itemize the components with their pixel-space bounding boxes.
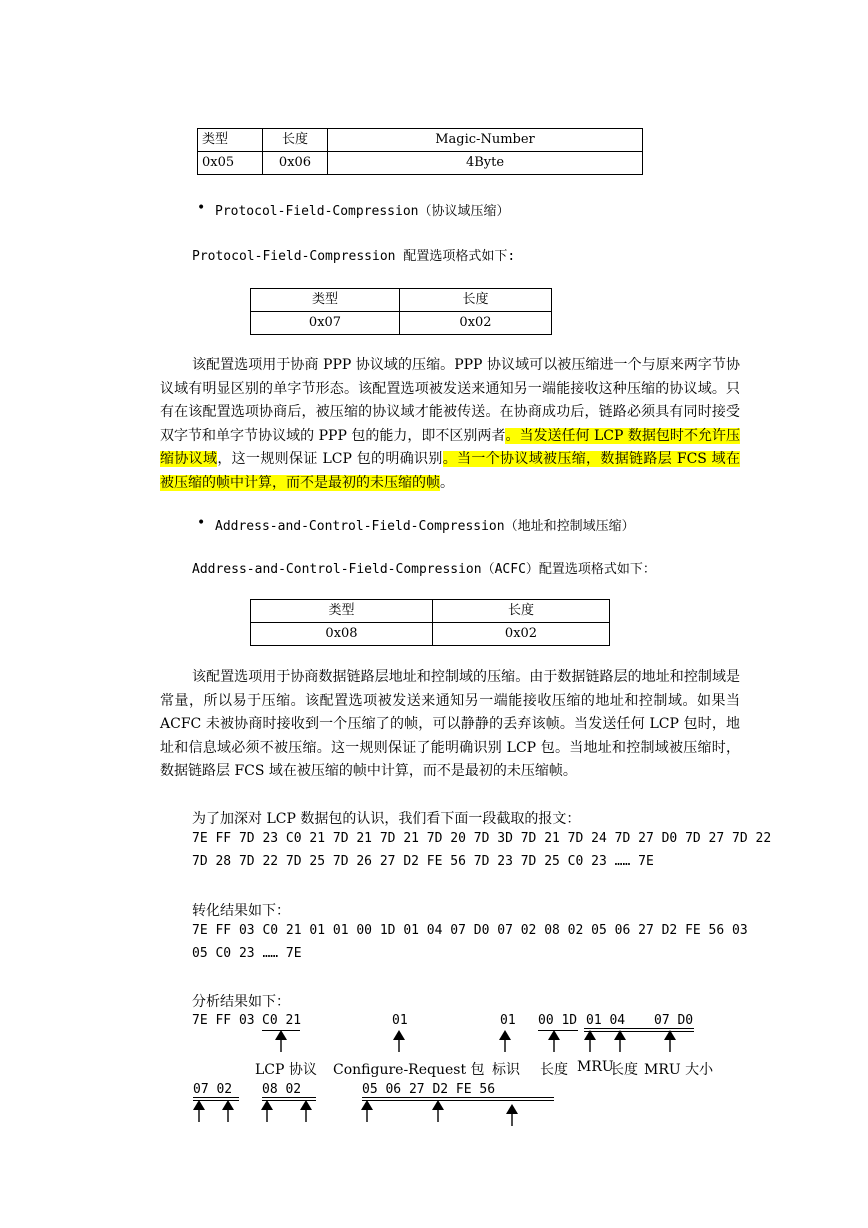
table-header-magic: Magic-Number: [328, 129, 643, 152]
acfc-table: [250, 599, 610, 646]
pfc-bullet: •: [197, 200, 206, 216]
pfc-table-cell-length: 0x02: [400, 312, 552, 335]
acfc-intro: Address-and-Control-Field-Compression（ACFC）配置选项格式如下：: [192, 562, 656, 577]
analysis-code-01: 01: [392, 1013, 408, 1028]
up-arrow-icon: [300, 1100, 312, 1122]
table-cell-length: 0x06: [263, 152, 328, 175]
pfc-text-3: 。: [440, 474, 454, 491]
capture-line-2: 7D 28 7D 22 7D 25 7D 26 27 D2 FE 56 7D 23 7D 25 C0 23 …… 7E: [192, 854, 654, 869]
up-arrow-icon: [193, 1100, 205, 1122]
up-arrow-icon: [614, 1030, 626, 1052]
analysis-group-07-02: 07 02: [193, 1082, 233, 1097]
underline-group3-b: [362, 1100, 554, 1101]
acfc-heading: Address-and-Control-Field-Compression（地址和控制域压缩）: [215, 519, 635, 534]
underline-group2-a: [262, 1097, 316, 1098]
pfc-text-2: ，这一规则保证 LCP 包的明确识别: [217, 451, 443, 467]
pfc-table-header-type: 类型: [251, 289, 400, 312]
label-length: 长度: [540, 1062, 568, 1078]
pfc-table-cell-type: 0x07: [251, 312, 400, 335]
up-arrow-icon: [261, 1100, 273, 1122]
analysis-title: 分析结果如下：: [192, 994, 290, 1010]
up-arrow-icon: [432, 1100, 444, 1122]
underline-group3-a: [362, 1097, 554, 1098]
analysis-prefix: 7E FF 03: [192, 1013, 255, 1028]
label-mru: MRU: [577, 1059, 614, 1075]
table-cell-magic: 4Byte: [328, 152, 643, 175]
underline-options-a: [584, 1028, 694, 1029]
acfc-table-cell-length: 0x02: [433, 623, 610, 646]
up-arrow-icon: [548, 1030, 560, 1052]
capture-intro: 为了加深对 LCP 数据包的认识，我们看下面一段截取的报文：: [192, 811, 581, 827]
up-arrow-icon: [506, 1104, 518, 1126]
label-mru-length: 长度: [610, 1062, 638, 1078]
pfc-heading: Protocol-Field-Compression（协议域压缩）: [215, 204, 510, 219]
up-arrow-icon: [584, 1030, 596, 1052]
magic-number-table: [197, 128, 643, 175]
pfc-highlight-2: 。当一个协议域被压缩，数据链路层 FCS 域在被压缩的帧中计算，而不是最初的未压缩的帧: [160, 451, 740, 491]
analysis-mru-value: 07 D0: [654, 1013, 694, 1028]
acfc-table-cell-type: 0x08: [251, 623, 433, 646]
capture-line-1: 7E FF 7D 23 C0 21 7D 21 7D 21 7D 20 7D 3D 7D 21 7D 24 7D 27 D0 7D 27 7D 22: [192, 831, 772, 846]
pfc-intro: Protocol-Field-Compression 配置选项格式如下:: [192, 249, 516, 264]
acfc-bullet: •: [197, 515, 206, 531]
converted-title: 转化结果如下：: [192, 903, 290, 919]
analysis-length: 00 1D: [538, 1013, 578, 1028]
acfc-table-header-type: 类型: [251, 600, 433, 623]
up-arrow-icon: [393, 1030, 405, 1052]
table-cell-type: 0x05: [198, 152, 263, 175]
table-header-type: 类型: [198, 129, 263, 152]
label-mru-size: MRU 大小: [644, 1062, 714, 1078]
analysis-mru: 01 04: [586, 1013, 626, 1028]
analysis-id-01: 01: [500, 1013, 516, 1028]
up-arrow-icon: [361, 1100, 373, 1122]
table-header-length: 长度: [263, 129, 328, 152]
acfc-paragraph: 该配置选项用于协商数据链路层地址和控制域的压缩。由于数据链路层的地址和控制域是常量，所以易于压缩。该配置选项被发送来通知另一端能接收压缩的地址和控制域。如果当 ACFC 未被协商时接收到一个压缩了的帧，可以静静的丢弃该帧。当发送任何 LCP 包时，地址和信息域必须不被压缩。这一规则保证了能明确识别 LCP 包。当地址和控制域被压缩时，数据链路层 FCS 域在被压缩的帧中计算，而不是最初的未压缩帧。: [160, 669, 740, 779]
pfc-table: [250, 288, 552, 335]
up-arrow-icon: [499, 1030, 511, 1052]
up-arrow-icon: [664, 1030, 676, 1052]
analysis-group-05-06: 05 06 27 D2 FE 56: [362, 1082, 496, 1097]
underline-options-b: [584, 1031, 694, 1032]
pfc-table-header-length: 长度: [400, 289, 552, 312]
analysis-group-08-02: 08 02: [262, 1082, 302, 1097]
converted-line-1: 7E FF 03 C0 21 01 01 00 1D 01 04 07 D0 07 02 08 02 05 06 27 D2 FE 56 03: [192, 923, 748, 938]
converted-line-2: 05 C0 23 …… 7E: [192, 946, 302, 961]
up-arrow-icon: [222, 1100, 234, 1122]
pfc-text-1: 该配置选项用于协商 PPP 协议域的压缩。PPP 协议域可以被压缩进一个与原来两字节协议域有明显区别的单字节形态。该配置选项被发送来通知另一端能接收这种压缩的协议域。只有在该配置选项协商后，被压缩的协议域才能被传送。在协商成功后，链路必须具有同时接受双字节和单字节协议域的 PPP 包的能力，即不区别两者: [160, 357, 740, 444]
pfc-highlight-1: 。当发送任何 LCP 数据包时不允许压缩协议域: [160, 427, 740, 467]
acfc-table-header-length: 长度: [433, 600, 610, 623]
label-identifier: 标识: [492, 1062, 520, 1078]
pfc-paragraph: [160, 354, 740, 495]
up-arrow-icon: [275, 1030, 287, 1052]
analysis-c021: C0 21: [262, 1013, 302, 1028]
label-lcp-protocol: LCP 协议: [255, 1062, 317, 1078]
underline-group1-a: [193, 1097, 239, 1098]
label-configure-request: Configure-Request 包: [333, 1062, 485, 1078]
